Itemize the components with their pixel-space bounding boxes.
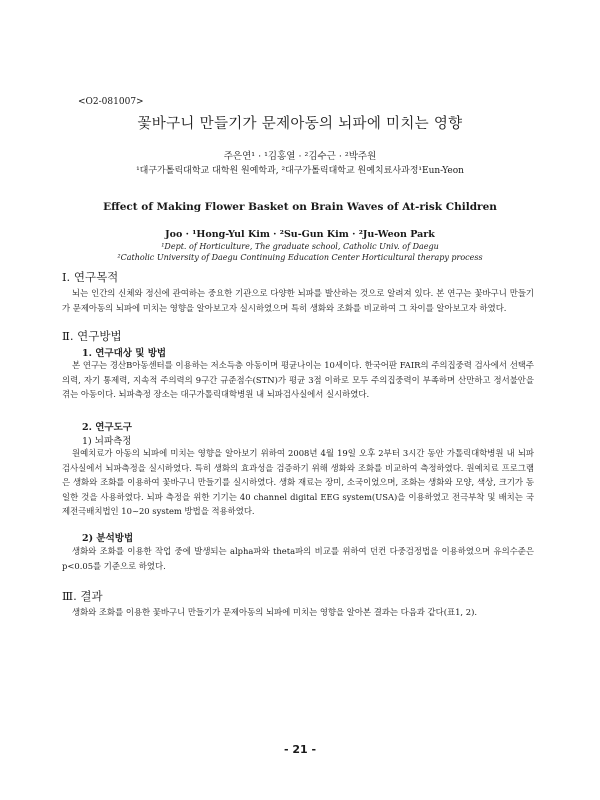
- section-1-text: 뇌는 인간의 신체와 정신에 관여하는 중요한 기관으로 다양한 뇌파를 발산하는 것으로 알려져 있다. 본 연구는 꽃바구니 만들기가 문제아동의 뇌파에 미치는 영향을 알아보고자 실시하였으며 특히 생화와 조화를 비교하여 그 차이를 알아보고자 하였다.: [62, 288, 534, 313]
- title-english: Effect of Making Flower Basket on Brain Waves of At-risk Children: [103, 201, 497, 213]
- section-2-2-2-heading: 2) 분석방법: [82, 533, 134, 544]
- affiliation-korean: ¹대구가톨릭대학교 대학원 원예학과, ²대구가톨릭대학교 원예치료사과정¹Eun-Yeon: [136, 166, 464, 176]
- authors-english: Joo · ¹Hong-Yul Kim · ²Su-Gun Kim · ²Ju-Weon Park: [165, 229, 435, 240]
- section-2-2-1-text: 원예치료가 아동의 뇌파에 미치는 영향을 알아보기 위하여 2008년 4월 19일 오후 2부터 3시간 동안 가톨릭대학병원 내 뇌파검사실에서 뇌파측정을 실시하였다. 특히 생화의 효과성을 검증하기 위해 생화와 조화를 비교하여 측정하였다. 원예치료 프로그램은 생화와 조화를 이용하여 꽃바구니 만들기를 실시하였다. 생화 재료는 장미, 소국이었으며, 조화는 생화와 모양, 색상, 크기가 동일한 것을 사용하였다. 뇌파 측정을 위한 기기는 40 channel digital EEG system(USA)을 이용하였고 전극부착 및 배치는 국제전극배치법인 10~20 system 방법을 적용하였다.: [62, 448, 534, 517]
- section-2-2-2-text: 생화와 조화를 이용한 작업 중에 발생되는 alpha파와 theta파의 비교를 위하여 던컨 다중검정법을 이용하였으며 유의수준은 p<0.05를 기준으로 하였다.: [62, 546, 534, 571]
- affiliation-english-1: ¹Dept. of Horticulture, The graduate school, Catholic Univ. of Daegu: [161, 242, 439, 251]
- section-2-1-text: 본 연구는 경산B아동센터를 이용하는 저소득층 아동이며 평균나이는 10세이다. 한국어판 FAIR의 주의집중력 검사에서 선택주의력, 자기 통제력, 지속적 주의력의 9구간 규준점수(STN)가 평균 3점 이하로 모두 주의집중력이 부족하며 산만하고 정서불안을 겪는 아동이다. 뇌파측정 장소는 대구가톨릭대학병원 내 뇌파검사실에서 실시하였다.: [62, 360, 534, 400]
- section-1-heading: Ⅰ. 연구목적: [62, 270, 119, 284]
- section-2-2-heading: 2. 연구도구: [82, 422, 132, 433]
- section-2-heading: Ⅱ. 연구방법: [62, 329, 122, 343]
- page-number: - 21 -: [283, 743, 317, 756]
- title-korean: 꽃바구니 만들기가 문제아동의 뇌파에 미치는 영향: [137, 116, 463, 132]
- affiliation-english-2: ²Catholic University of Daegu Continuing Education Center Horticultural therapy process: [117, 253, 483, 262]
- section-2-1-heading: 1. 연구대상 및 방법: [82, 348, 167, 359]
- authors-korean: 주은연¹ · ¹김홍열 · ²김수근 · ²박주원: [223, 151, 377, 162]
- paper-code: <O2-081007>: [78, 97, 144, 107]
- section-2-2-1-heading: 1) 뇌파측정: [82, 436, 132, 447]
- section-3-text: 생화와 조화를 이용한 꽃바구니 만들기가 문제아동의 뇌파에 미치는 영향을 알아본 결과는 다음과 같다(표1, 2).: [72, 607, 478, 617]
- section-3-heading: Ⅲ. 결과: [62, 589, 103, 603]
